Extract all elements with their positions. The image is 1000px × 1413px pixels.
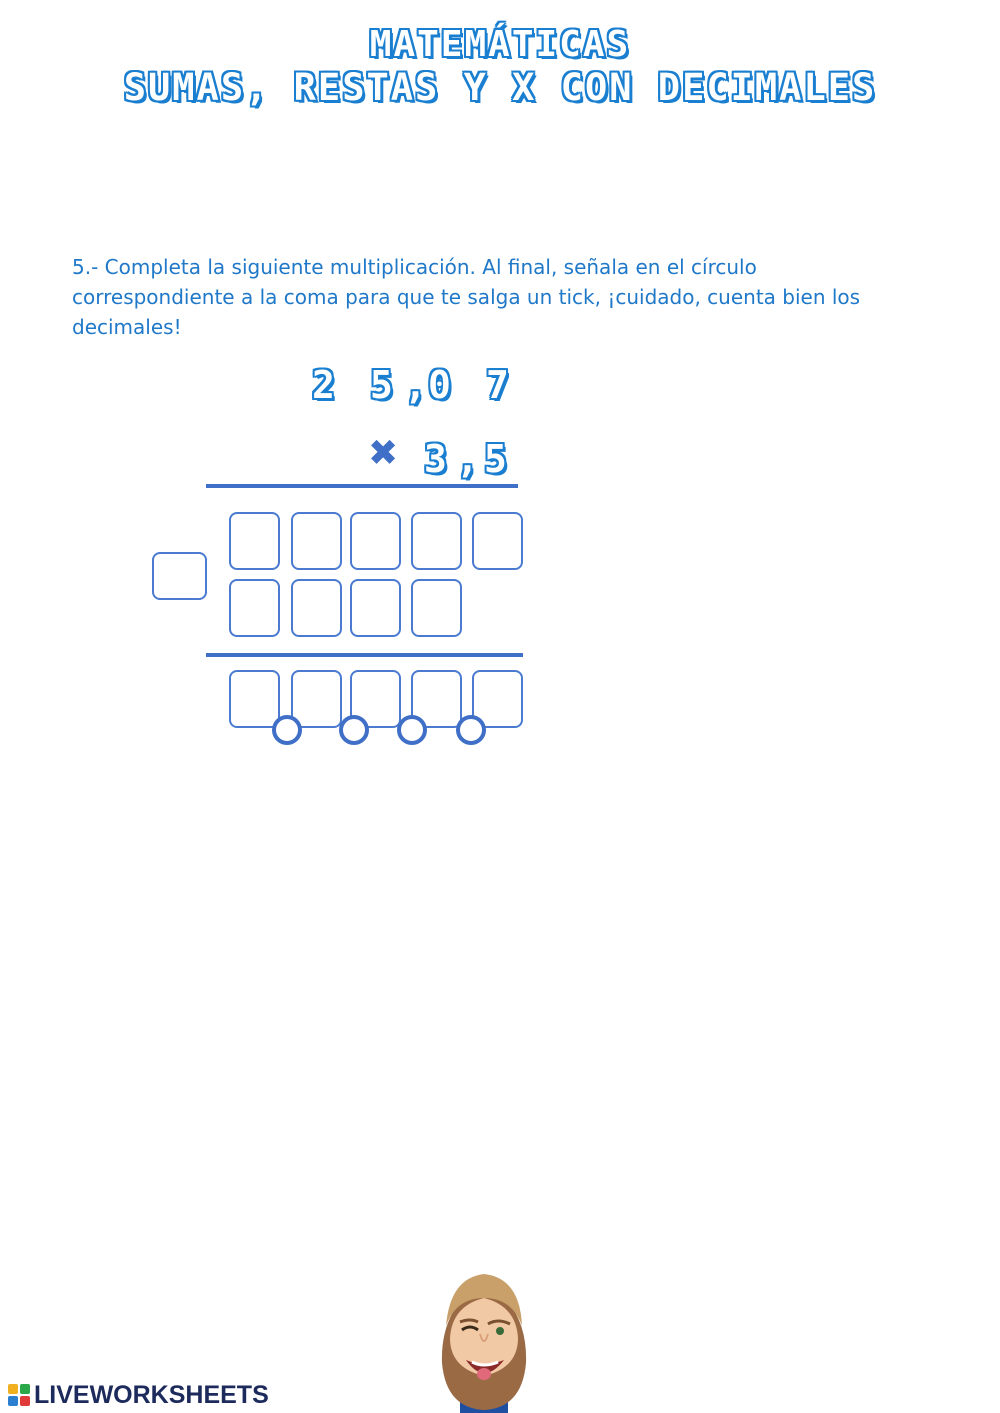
comma-circle[interactable] <box>456 715 486 745</box>
answer-input-box[interactable] <box>411 579 462 637</box>
multiplier-digit: 5 <box>484 437 507 481</box>
comma-circle[interactable] <box>272 715 302 745</box>
multiplier-comma: , <box>456 437 479 481</box>
liveworksheets-logo-icon <box>8 1384 30 1406</box>
answer-input-box[interactable] <box>411 512 462 570</box>
answer-input-box[interactable] <box>291 579 342 637</box>
result-divider-line <box>206 653 523 657</box>
comma-circle[interactable] <box>397 715 427 745</box>
result-input-box[interactable] <box>229 670 280 728</box>
operation-divider-line <box>206 484 518 488</box>
multiplicand-comma: , <box>404 363 427 407</box>
multiply-x-icon: ✖ <box>368 433 399 474</box>
brand-name: LIVEWORKSHEETS <box>34 1380 269 1409</box>
answer-input-box[interactable] <box>472 512 523 570</box>
worksheet-subtitle: SUMAS, RESTAS Y X CON DECIMALES <box>123 66 877 109</box>
worksheet-title: MATEMÁTICAS <box>369 24 631 65</box>
answer-input-box[interactable] <box>350 512 401 570</box>
result-input-box[interactable] <box>291 670 342 728</box>
exercise-instructions: 5.- Completa la siguiente multiplicación. Al final, señala en el círculo correspondiente a la coma para que te salga un tick, ¡cuidado, cuenta bien los decimales! <box>72 255 861 339</box>
comma-circle[interactable] <box>339 715 369 745</box>
winking-bearded-man-avatar <box>432 1268 536 1413</box>
carry-input-box[interactable] <box>152 552 207 600</box>
answer-input-box[interactable] <box>229 512 280 570</box>
multiplicand-digit: 2 <box>312 363 335 407</box>
liveworksheets-brand <box>8 1380 269 1410</box>
multiplicand-digit: 7 <box>486 363 509 407</box>
multiplier-digit: 3 <box>424 437 447 481</box>
multiplicand-digit: 0 <box>428 363 451 407</box>
answer-input-box[interactable] <box>291 512 342 570</box>
multiplicand-digit: 5 <box>370 363 393 407</box>
answer-input-box[interactable] <box>229 579 280 637</box>
answer-input-box[interactable] <box>350 579 401 637</box>
